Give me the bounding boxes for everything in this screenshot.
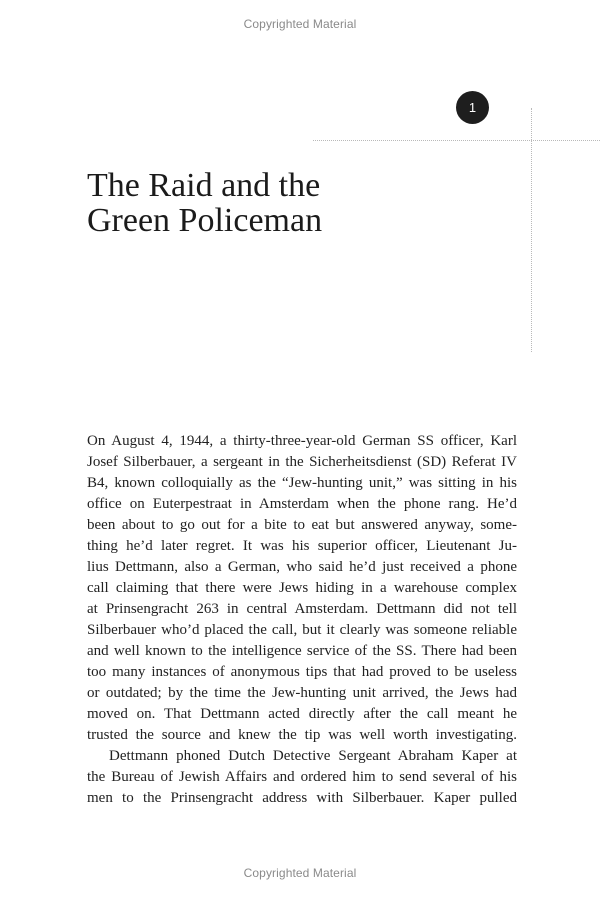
body-line: lius Dettmann, also a German, who said he’d just received a phone	[87, 559, 517, 575]
body-line: On August 4, 1944, a thirty-three-year-old German SS officer, Karl	[87, 433, 517, 449]
body-line: moved on. That Dettmann acted directly after the call meant he	[87, 706, 517, 722]
chapter-title-line: Green Policeman	[87, 202, 323, 239]
body-line: the Bureau of Jewish Affairs and ordered him to send several of his	[87, 769, 517, 785]
body-line: and well known to the intelligence service of the SS. There had been	[87, 643, 517, 659]
body-line: Dettmann phoned Dutch Detective Sergeant Abraham Kaper at	[109, 748, 517, 764]
body-line: Josef Silberbauer, a sergeant in the Sicherheitsdienst (SD) Referat IV	[87, 454, 517, 470]
chapter-title-line: The Raid and the	[87, 167, 321, 204]
chapter-number-badge: 1	[456, 91, 489, 124]
body-line: been about to go out for a bite to eat but answered anyway, some-	[87, 517, 517, 533]
body-line: too many instances of anonymous tips that had proved to be useless	[87, 664, 517, 680]
body-line: trusted the source and knew the tip was well worth investigating.	[87, 727, 517, 743]
body-line: B4, known colloquially as the “Jew-hunting unit,” was sitting in his	[87, 475, 517, 491]
decorative-horizontal-rule	[313, 140, 600, 141]
body-line: or outdated; by the time the Jew-hunting unit arrived, the Jews had	[87, 685, 517, 701]
body-line: men to the Prinsengracht address with Silberbauer. Kaper pulled	[87, 790, 517, 806]
body-line: office on Euterpestraat in Amsterdam when the phone rang. He’d	[87, 496, 517, 512]
body-line: thing he’d later regret. It was his superior officer, Lieutenant Ju-	[87, 538, 517, 554]
body-text	[87, 431, 517, 809]
copyright-watermark-bottom: Copyrighted Material	[243, 866, 357, 880]
decorative-vertical-rule	[531, 108, 532, 352]
body-line: call claiming that there were Jews hiding in a warehouse complex	[87, 580, 517, 596]
chapter-title	[87, 168, 507, 238]
body-line: Silberbauer who’d placed the call, but it clearly was someone reliable	[87, 622, 517, 638]
copyright-watermark-top: Copyrighted Material	[243, 17, 357, 31]
body-line: at Prinsengracht 263 in central Amsterdam. Dettmann did not tell	[87, 601, 517, 617]
